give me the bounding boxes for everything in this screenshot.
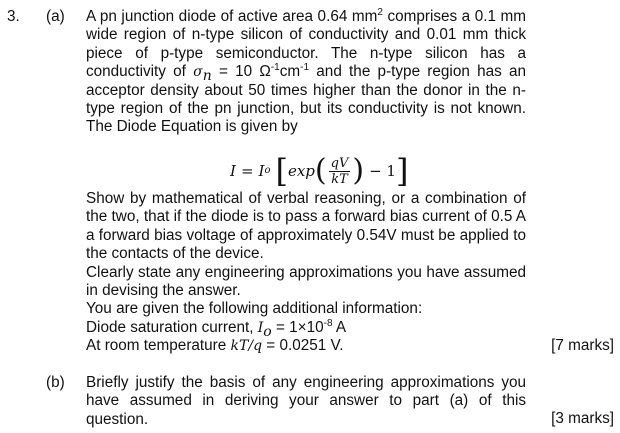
saturation-current-unit: A <box>332 318 347 336</box>
part-a-marks: [7 marks] <box>551 337 614 354</box>
question-number: 3. <box>7 8 20 25</box>
thermal-voltage-line <box>86 337 526 355</box>
area-unit-exponent: 2 <box>377 6 383 18</box>
part-a-text-4: cm <box>279 63 301 81</box>
part-a-text-1: A pn junction diode of active area 0.64 mm <box>86 8 378 25</box>
part-b-label: (b) <box>46 374 65 391</box>
cm-exponent: -1 <box>300 62 310 74</box>
part-a-intro-paragraph <box>86 8 526 137</box>
equation-current: I <box>230 161 236 180</box>
equation-minus-one: − 1 <box>369 161 396 180</box>
equation-exp: exp <box>287 161 315 180</box>
part-a-instructions <box>86 190 526 356</box>
equation-fraction <box>329 157 351 186</box>
part-a-task-paragraph: Show by mathematical of verbal reasoning, or a combination of the two, that if the diode is to pass a forward bias current of 0.5 A a forward bias voltage of approximately 0.54V must be applied to the contacts of the device. <box>86 190 526 263</box>
equation-denominator: kT <box>331 171 348 187</box>
part-a-text-2: comprises a 0.1 mm wide region of n-type silicon of conductivity and 0.01 mm thick piece of p-type semiconductor. The n-type silicon has a conductivity of <box>86 8 526 81</box>
equation-right-bracket: ] <box>395 152 409 190</box>
part-a-text-5: and the p-type region has an acceptor density about 50 times higher than the donor in the n-type region of the pn junction, but its conductivity is not known. The Diode Equation is given by <box>86 63 526 136</box>
part-b-paragraph <box>86 374 526 429</box>
saturation-current-subscript: o <box>263 323 272 340</box>
part-a-approximations-paragraph: Clearly state any engineering approximations you have assumed in devising the answer. <box>86 263 526 300</box>
thermal-voltage-symbol: kT/q <box>230 338 263 355</box>
thermal-voltage-value: = 0.0251 V. <box>262 337 344 355</box>
saturation-current-value: = 1×10 <box>271 318 324 336</box>
thermal-voltage-label: At room temperature <box>86 337 231 355</box>
part-a-label: (a) <box>46 8 65 25</box>
equation-saturation-current: I <box>258 161 265 180</box>
part-a-text-3: = 10 Ω <box>211 63 271 81</box>
part-a-given-info-heading: You are given the following additional information: <box>86 300 423 318</box>
saturation-current-symbol: I <box>257 319 264 336</box>
ohm-exponent: -1 <box>270 62 280 74</box>
sigma-subscript: n <box>202 68 212 85</box>
part-b-marks: [3 marks] <box>551 410 614 427</box>
equation-left-paren: ( <box>314 153 327 188</box>
saturation-current-exponent: -8 <box>323 317 333 329</box>
sigma-symbol: σ <box>193 64 203 81</box>
equation-right-paren: ) <box>352 153 365 188</box>
saturation-current-label: Diode saturation current, <box>86 318 258 336</box>
equation-left-bracket: [ <box>275 152 288 190</box>
saturation-current-line <box>86 317 526 340</box>
equation-numerator: qV <box>330 155 349 171</box>
equation-equals: = <box>240 161 254 180</box>
diode-equation: I = I o [ exp ( $\frac{qV}{kT}$ ) − 1 ] <box>230 152 409 190</box>
part-b-text: Briefly justify the basis of any engineering approximations you have assumed in deriving your answer to part (a) of this question. <box>86 374 526 428</box>
